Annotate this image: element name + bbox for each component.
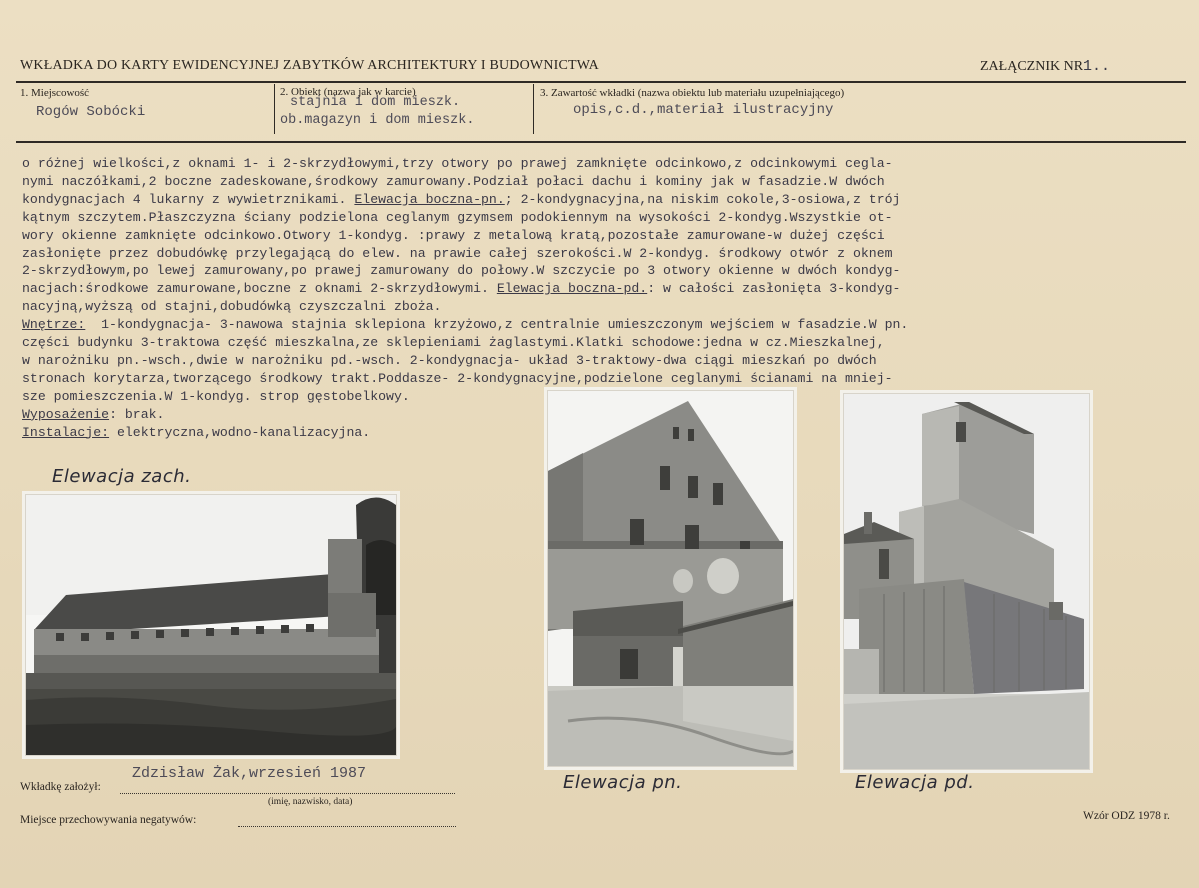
heading-north-elevation: Elewacja boczna-pn. (354, 191, 505, 207)
fields-divider-2 (533, 84, 534, 134)
line-10: 1-kondygnacja- 3-nawowa stajnia sklepiona krzyżowo,z centralnie umieszczonym wejściem w fasadzie.W pn. (85, 317, 909, 333)
founder-line (120, 793, 455, 794)
object-value-1: stajnia i dom mieszk. (290, 95, 461, 110)
negatives-label: Miejsce przechowywania negatywów: (20, 814, 197, 826)
line-4: kątnym szczytem.Płaszczyzna ściany podzielona ceglanym gzymsem podokiennym na wysokości 2-kondyg.Wszystkie ot- (22, 209, 893, 225)
object-value-2: ob.magazyn i dom mieszk. (280, 113, 475, 128)
line-1: o różnej wielkości,z oknami 1- i 2-skrzydłowymi,trzy otwory po prawej zamknięte odcinkowo,z odcinkowymi cegla- (22, 156, 893, 171)
photo-west-elevation (25, 494, 397, 756)
line-7: 2-skrzydłowym,po lewej zamurowany,po prawej zamurowany do połowy.W szczycie po 3 otwory okienne w dwóch kondyg- (22, 263, 901, 279)
founder-hint: (imię, nazwisko, data) (268, 797, 353, 807)
line-3b: ; 2-kondygnacyjna,na niskim cokole,3-osiowa,z trój (504, 191, 901, 207)
caption-south: Elewacja pd. (855, 772, 975, 793)
content-label: 3. Zawartość wkładki (nazwa obiektu lub materiału uzupełniającego) (540, 87, 845, 99)
line-5: wory okienne zamknięte odcinkowo.Otwory 1-kondyg. :prawy z metalową kratą,pozostałe zamurowane-w dużej części (22, 227, 885, 243)
locality-value: Rogów Sobócki (36, 104, 146, 120)
photo-west-image (26, 495, 396, 755)
heading-installations: Instalacje: (22, 424, 110, 440)
fields-divider-1 (274, 84, 275, 134)
line-16: elektryczna,wodno-kanalizacyjna. (109, 424, 371, 440)
object-label: 2. Obiekt (nazwa jak w karcie) (280, 86, 416, 98)
heading-interior: Wnętrze: (22, 317, 86, 333)
line-12: w narożniku pn.-wsch.,dwie w narożniku pd.-wsch. 2-kondygnacja- układ 3-traktowy-dwa ciągi mieszkań po dwóch (22, 352, 877, 368)
photo-north-image (548, 391, 793, 766)
line-3: kondygnacjach 4 lukarny z wywietrznikami. (22, 191, 355, 207)
locality-label: 1. Miejscowość (20, 87, 90, 99)
photo-south-elevation (843, 393, 1090, 770)
line-15: : brak. (109, 406, 165, 422)
annex-number: 1.. (1083, 58, 1111, 75)
line-14: sze pomieszczenia.W 1-kondyg. strop gęstobelkowy. (22, 388, 410, 404)
content-value: opis,c.d.,materiał ilustracyjny (573, 102, 834, 118)
photo-north-elevation (547, 390, 794, 767)
line-11: części budynku 3-traktowa część mieszkalna,ze sklepieniami żaglastymi.Klatki schodowe:jedna w cz.Mieszkalnej, (22, 335, 885, 351)
line-13: stronach korytarza,tworzącego środkowy trakt.Poddasze- 2-kondygnacyjne,podzielone ceglanymi ścianami na mniej- (22, 370, 893, 386)
annex-label-text: ZAŁĄCZNIK NR (980, 59, 1084, 74)
founder-value: Zdzisław Żak,wrzesień 1987 (132, 765, 367, 782)
line-9: nacyjną,wyższą od stajni,dobudówką czyszczalni zboża. (22, 299, 442, 315)
card-title: WKŁADKA DO KARTY EWIDENCYJNEJ ZABYTKÓW ARCHITEKTURY I BUDOWNICTWA (20, 58, 599, 73)
caption-north: Elewacja pn. (563, 772, 683, 793)
founder-label: Wkładkę założył: (20, 781, 101, 793)
line-6: zasłonięte przez dobudówkę przylegającą do elew. na prawie całej szerokości.W 2-kondyg. środkowy otwór z oknem (22, 245, 893, 261)
negatives-line (238, 826, 456, 827)
header-rule (16, 81, 1186, 83)
form-template-label: Wzór ODZ 1978 r. (1083, 810, 1170, 822)
caption-west: Elewacja zach. (52, 466, 192, 487)
fields-rule (16, 141, 1186, 143)
annex-label (980, 58, 1110, 75)
line-8: nacjach:środkowe zamurowane,boczne z oknami 2-skrzydłowymi. (22, 281, 497, 297)
heading-south-elevation: Elewacja boczna-pd. (496, 281, 648, 297)
line-2: nymi naczółkami,2 boczne zadeskowane,środkowy zamurowany.Podział połaci dachu i kominy jak w fasadzie.W dwóch (22, 173, 885, 189)
photo-south-image (844, 394, 1089, 769)
heading-equipment: Wyposażenie (22, 406, 110, 422)
line-8b: : w całości zasłonięta 3-kondyg- (647, 281, 901, 297)
